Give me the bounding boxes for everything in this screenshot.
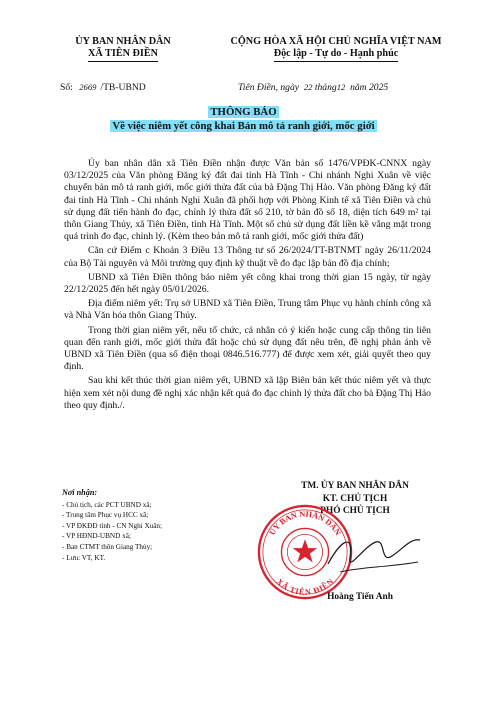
recipient-item: - Ban CTMT thôn Giang Thủy; xyxy=(62,542,153,551)
subtitle-text: Về việc niêm yết công khai Bản mô tả ranh giới, mốc giới xyxy=(112,120,375,132)
sign-line2: KT. CHỦ TỊCH xyxy=(322,493,388,504)
national-slogan: Độc lập - Tự do - Hạnh phúc xyxy=(274,48,399,62)
document-subtitle xyxy=(0,120,487,132)
date-year: năm 2025 xyxy=(350,82,389,93)
paragraph: Trong thời gian niêm yết, nếu tổ chức, cá nhân có ý kiến hoặc cung cấp thông tin liên quan đến ranh giới, mốc giới thửa đất hoặc chủ sử dụng đất nêu trên, đề nghị phản ánh về UBND xã Tiên Điền (qua số điện thoại 0846.516.777) để được xem xét, giải quyết theo quy định. xyxy=(64,324,431,373)
sign-line3: PHÓ CHỦ TỊCH xyxy=(320,506,390,517)
date-day: 22 xyxy=(303,82,313,92)
paragraph: Sau khi kết thúc thời gian niêm yết, UBND xã lập Biên bản kết thúc niêm yết và thực hiện xem xét nội dung đề nghị xác nhận kết quả đo đạc chỉnh lý thửa đất cho bà Đặng Thị Hảo theo quy định./. xyxy=(64,375,431,411)
recipient-item: - Chủ tịch, các PCT UBND xã; xyxy=(62,500,152,509)
document-number xyxy=(60,82,146,93)
recipient-item: - Trung tâm Phục vụ HCC xã; xyxy=(62,511,149,520)
seal-bottom-text: XÃ TIÊN ĐIỀN xyxy=(274,577,336,597)
recipient-item: - VP HĐND-UBND xã; xyxy=(62,532,131,541)
recipients-label: Nơi nhận: xyxy=(62,488,98,497)
paragraph: Ủy ban nhân dân xã Tiên Điền nhận được Văn bản số 1476/VPĐK-CNNX ngày 03/12/2025 của Văn phòng Đăng ký đất đai tỉnh Hà Tĩnh - Chi nhánh Nghi Xuân về việc chuyển bản mô tả ranh giới, mốc giới thửa đất của bà Đặng Thị Hảo. Văn phòng Đăng ký đất đai tỉnh Hà Tĩnh - Chi nhánh Nghi Xuân đã phối hợp với Phòng Kinh tế xã Tiên Điền và chủ sử dụng đất tiến hành đo đạc, chỉnh lý thửa đất số 210, tờ bản đồ số 18, diện tích 649 m² tại thôn Giang Thủy, xã Tiên Điền, tỉnh Hà Tĩnh. Một số chủ sử dụng đất liền kề vắng mặt trong quá trình đo đạc, chỉnh lý. (Kèm theo bản mô tả ranh giới, mốc giới thửa đất) xyxy=(64,158,431,243)
national-motto: CỘNG HÒA XÃ HỘI CHỦ NGHĨA VIỆT NAM xyxy=(230,36,442,47)
date-place: Tiên Điền, ngày xyxy=(238,82,300,93)
national-header xyxy=(205,36,467,62)
issuer-line1: ỦY BAN NHÂN DÂN xyxy=(75,36,171,47)
doc-number-suffix: /TB-UBND xyxy=(100,82,146,93)
date-month: 12 xyxy=(336,82,346,92)
paragraph: Địa điểm niêm yết: Trụ sở UBND xã Tiên Điền, Trung tâm Phục vụ hành chính công xã và Nhà Văn hóa thôn Giang Thủy. xyxy=(64,298,431,322)
date-month-label: tháng xyxy=(314,82,337,93)
doc-number-value: 2669 xyxy=(79,82,97,92)
signer-name: Hoàng Tiến Anh xyxy=(327,592,393,602)
document-title xyxy=(0,106,487,118)
document-body xyxy=(64,158,431,414)
issuer-line2: XÃ TIÊN ĐIỀN xyxy=(88,48,158,62)
doc-number-prefix: Số: xyxy=(60,82,73,93)
seal-top-text: ỦY BAN NHÂN DÂN xyxy=(267,509,343,537)
issue-date xyxy=(238,82,388,93)
title-text: THÔNG BÁO xyxy=(210,106,277,118)
recipient-item: - VP ĐKĐĐ tỉnh - CN Nghi Xuân; xyxy=(62,521,163,530)
paragraph: UBND xã Tiên Điền thông báo niêm yết công khai trong thời gian 15 ngày, từ ngày 22/12/2025 đến hết ngày 05/01/2026. xyxy=(64,271,431,296)
sign-line1: TM. ỦY BAN NHÂN DÂN xyxy=(301,481,409,491)
paragraph: Căn cứ Điểm c Khoản 3 Điều 13 Thông tư số 26/2024/TT-BTNMT ngày 26/11/2024 của Bộ Tài nguyên và Môi trường quy định kỹ thuật về đo đạc lập bản đồ địa chính; xyxy=(64,245,431,269)
recipient-item: - Lưu: VT, KT. xyxy=(62,553,106,562)
issuer-header xyxy=(48,36,198,62)
handwritten-signature-icon xyxy=(320,520,430,590)
recipients-block xyxy=(62,488,232,563)
